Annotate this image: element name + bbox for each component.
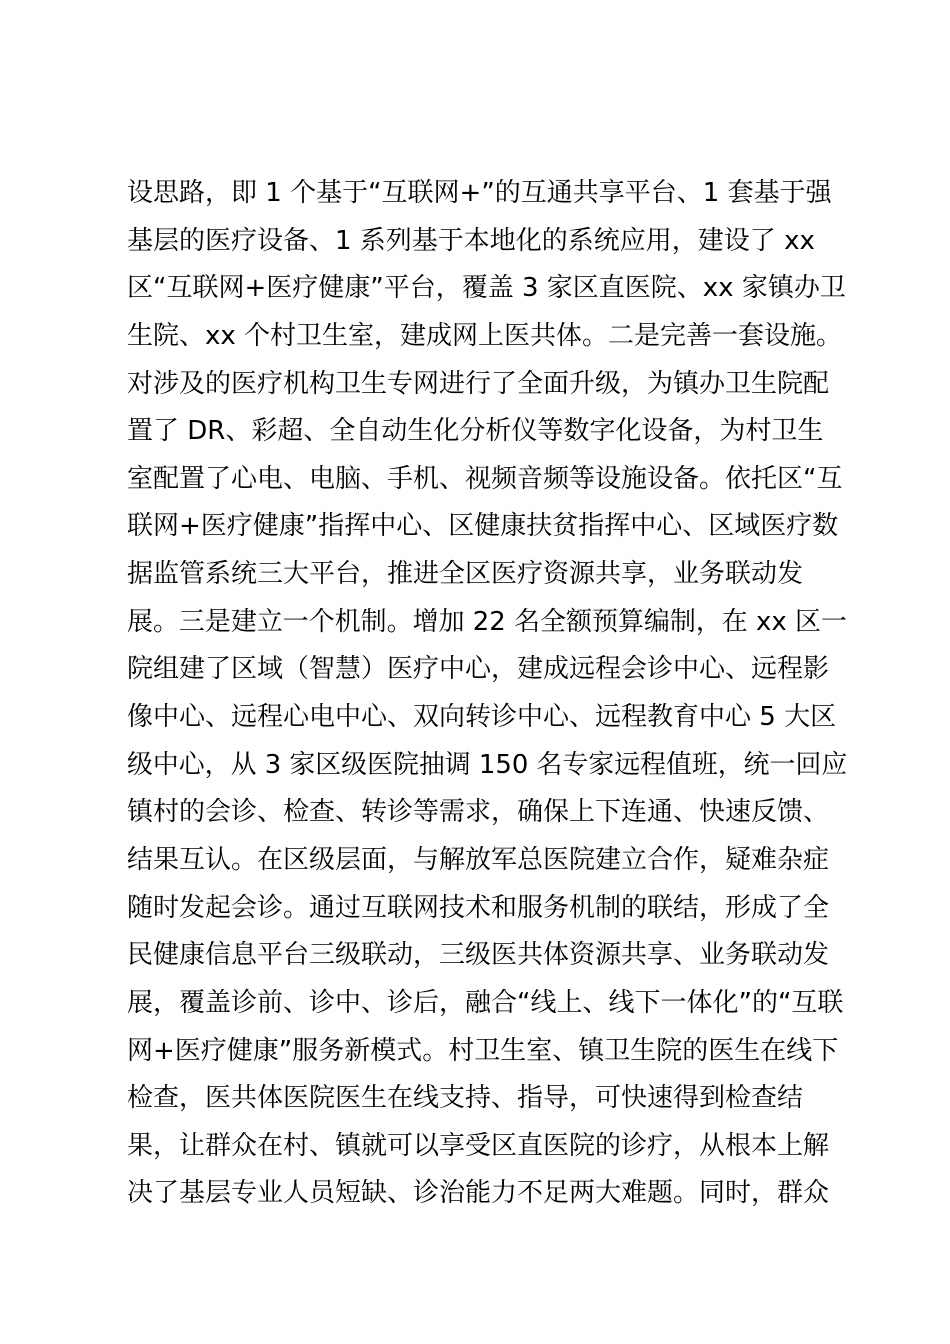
text-line: 果，让群众在村、镇就可以享受区直医院的诊疗，从根本上解 xyxy=(127,1130,830,1161)
text-line: 院组建了区域（智慧）医疗中心，建成远程会诊中心、远程影 xyxy=(127,654,830,685)
text-line: 级中心，从 3 家区级医院抽调 150 名专家远程值班，统一回应 xyxy=(127,749,848,780)
text-line: 展，覆盖诊前、诊中、诊后，融合“线上、线下一体化”的“互联 xyxy=(127,987,844,1018)
text-line: 设思路，即 1 个基于“互联网+”的互通共享平台、1 套基于强 xyxy=(127,178,832,208)
text-line: 民健康信息平台三级联动，三级医共体资源共享、业务联动发 xyxy=(127,940,830,971)
text-line: 置了 DR、彩超、全自动生化分析仪等数字化设备，为村卫生 xyxy=(127,416,824,447)
text-line: 对涉及的医疗机构卫生专网进行了全面升级，为镇办卫生院配 xyxy=(127,368,830,399)
text-line: 网+医疗健康”服务新模式。村卫生室、镇卫生院的医生在线下 xyxy=(127,1035,839,1066)
text-line: 室配置了心电、电脑、手机、视频音频等设施设备。依托区“互 xyxy=(127,463,843,494)
body-paragraph xyxy=(127,170,847,1218)
text-line: 像中心、远程心电中心、双向转诊中心、远程教育中心 5 大区 xyxy=(127,702,837,733)
text-line: 生院、xx 个村卫生室，建成网上医共体。二是完善一套设施。 xyxy=(127,320,843,351)
text-line: 联网+医疗健康”指挥中心、区健康扶贫指挥中心、区域医疗数 xyxy=(127,511,839,542)
text-line: 检查，医共体医院医生在线支持、指导，可快速得到检查结 xyxy=(127,1083,804,1114)
text-line: 决了基层专业人员短缺、诊治能力不足两大难题。同时，群众 xyxy=(127,1178,830,1209)
text-line: 镇村的会诊、检查、转诊等需求，确保上下连通、快速反馈、 xyxy=(127,797,830,828)
text-line: 区“互联网+医疗健康”平台，覆盖 3 家区直医院、xx 家镇办卫 xyxy=(127,273,846,304)
text-line: 据监管系统三大平台，推进全区医疗资源共享，业务联动发 xyxy=(127,559,804,590)
text-line: 基层的医疗设备、1 系列基于本地化的系统应用，建设了 xx xyxy=(127,225,815,256)
text-line: 结果互认。在区级层面，与解放军总医院建立合作，疑难杂症 xyxy=(127,844,830,875)
text-line: 随时发起会诊。通过互联网技术和服务机制的联结，形成了全 xyxy=(127,892,830,923)
text-line: 展。三是建立一个机制。增加 22 名全额预算编制，在 xx 区一 xyxy=(127,606,847,637)
